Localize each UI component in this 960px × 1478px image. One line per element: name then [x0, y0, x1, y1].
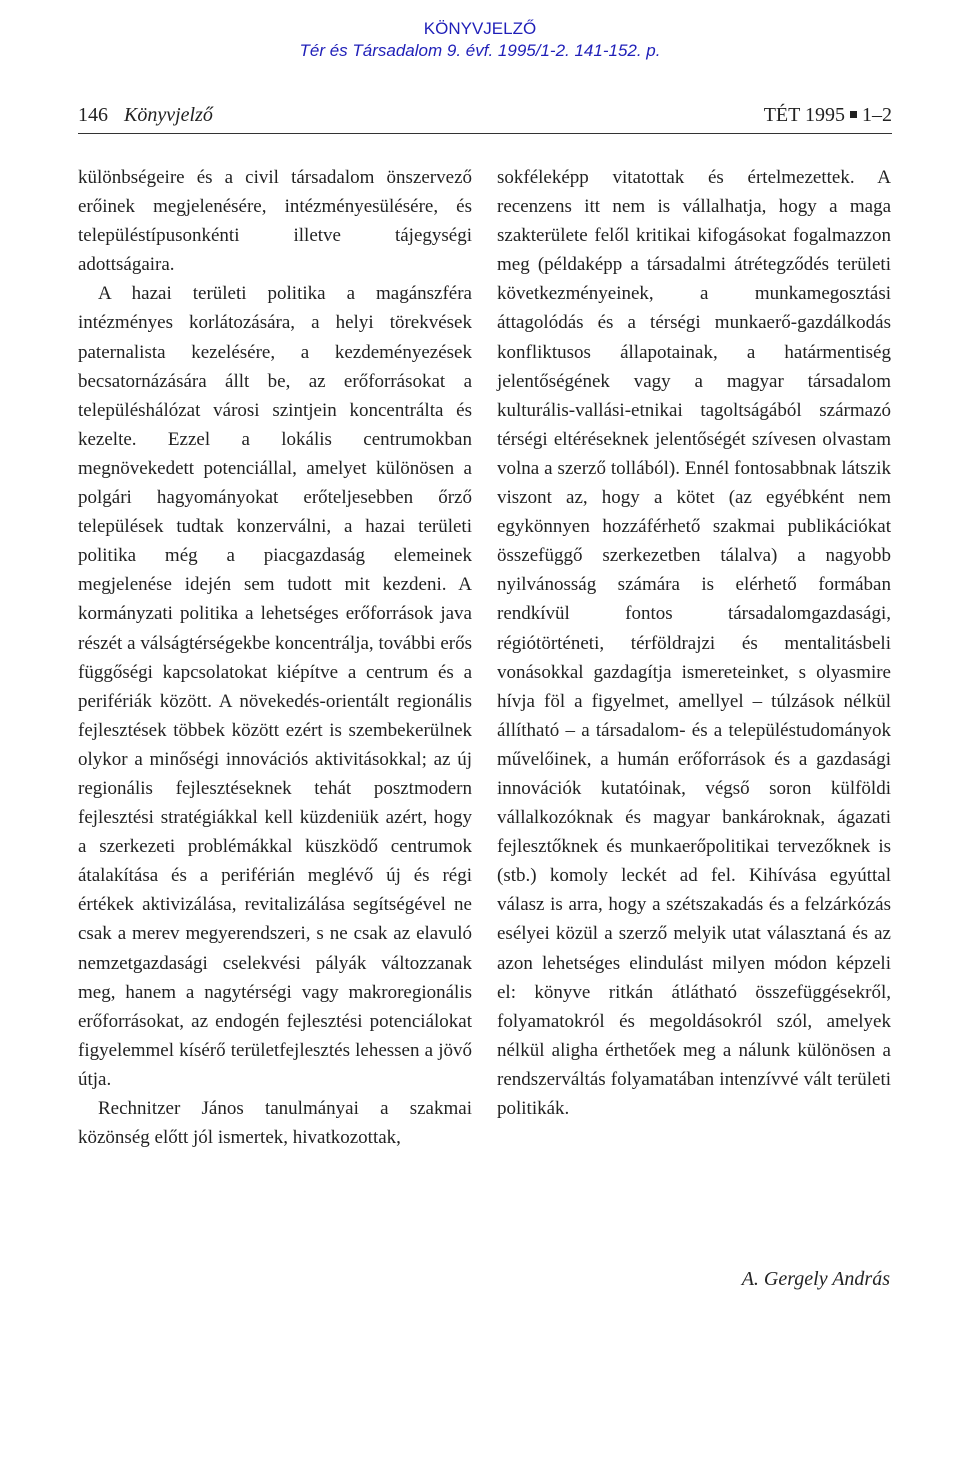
journal-name: TÉT 1995	[763, 104, 845, 126]
section-label: Könyvjelző	[124, 104, 213, 126]
running-head	[0, 18, 960, 62]
page-header-right	[764, 104, 892, 127]
header-rule	[78, 133, 892, 134]
page-header-left	[78, 104, 213, 127]
running-head-citation: Tér és Társadalom 9. évf. 1995/1-2. 141-152. p.	[299, 41, 661, 60]
running-head-section: KÖNYVJELZŐ	[423, 19, 537, 38]
author-signature: A. Gergely András	[741, 1268, 890, 1290]
right-paragraph-1: sokféleképp vitatottak és értelmezettek. A recenzens itt nem is vállalhatja, hogy a maga szakterülete felől kritikai kifogásokat fogalmazzon meg (példaképp a társadalmi átrétegződés területi következményeinek, a munkamegosztási áttagolódás és a térségi munkaerő-gazdálkodás konfliktusos állapotainak, a határmentiség jelentőségének vagy a magyar társadalom kulturális-vallási-etnikai tagoltságából származó térségi eltéréseknek jelentőségét szívesen olvastam volna a szerző tollából). Ennél fontosabbnak látszik viszont az, hogy a kötet (az egyébként nem egykönnyen hozzáférhető szakmai publikációkat összefüggő szerkezetben tálalva) a nagyobb nyilvánosság számára is elérhető formában rendkívül fontos társadalomgazdasági, régiótörténeti, térföldrajzi és mentalitásbeli vonásokkal gazdagítja ismereteinket, s olyasmire hívja föl a figyelmet, amellyel – túlzások nélkül állítható – a társadalom- és a településtudományok művelőinek, a humán erőforrások és a gazdasági innovációk kutatóinak, végső soron külföldi vállalkozóknak és magyar bankároknak, ágazati fejlesztőknek és munkaerőpolitikai tervezőknek is (stb.) komoly leckét ad fel. Kihívása egyúttal válasz is arra, hogy a szétszakadás és a felzárkózás esélyei közül a szerző melyik utat választaná és az azon lehetséges elindulást milyen módon képzeli el: könyve ritkán átlátható összefüggésekről, folyamatokról és megoldásokról szól, amelyek nélkül aligha érthetőek meg a nálunk különösen a rendszerváltás folyamatában intenzívvé vált területi politikák.	[497, 167, 891, 1119]
right-column	[497, 163, 891, 1123]
issue-number: 1–2	[862, 104, 892, 126]
left-paragraph-1: különbségeire és a civil társadalom önszervező erőinek megjelenésére, intézményesülésére, és településtípusonkénti illetve tájegységi adottságaira.	[78, 167, 472, 276]
square-bullet-icon	[850, 111, 857, 118]
left-paragraph-2: A hazai területi politika a magánszféra intézményes korlátozására, a helyi törekvések paternalista kezelésére, a kezdeményezések becsatornázására állt be, az erőforrásokat a településhálózat városi szintjein koncentrálta és kezelte. Ezzel a lokális centrumokban megnövekedett potenciállal, amelyet különösen a polgári hagyományokat erőteljesebben őrző települések tudtak konzerválni, a hazai területi politika még a piacgazdaság elemeinek megjelenése idején sem tudott mit kezdeni. A kormányzati politika a lehetséges erőforrások java részét a válságtérségekbe koncentrálja, további erős függőségi kapcsolatokat kiépítve a centrum és a perifériák között. A növekedés-orientált regionális fejlesztések többek között ezért is szembekerülnek olykor a minőségi innovációs aktivitásokkal; az új regionális fejlesztéseknek tehát posztmodern fejlesztési stratégiákkal kell küzdeniük azért, hogy a szerkezeti problémákkal küszködő centrumok átalakítása és a periférián meglévő új és régi értékek aktivizálása, revitalizálása segítségével ne csak a merev megyerendszeri, s ne csak az elavuló nemzetgazdasági cselekvési pályák változzanak meg, hanem a nagytérségi vagy makroregionális erőforrásokat, az endogén fejlesztési potenciálokat figyelemmel kísérő területfejlesztés lehessen a jövő útja.	[78, 283, 472, 1090]
page-number: 146	[78, 104, 108, 126]
left-column	[78, 163, 472, 1152]
page-header	[78, 100, 892, 130]
left-paragraph-3: Rechnitzer János tanulmányai a szakmai közönség előtt jól ismertek, hivatkozottak,	[78, 1098, 472, 1149]
